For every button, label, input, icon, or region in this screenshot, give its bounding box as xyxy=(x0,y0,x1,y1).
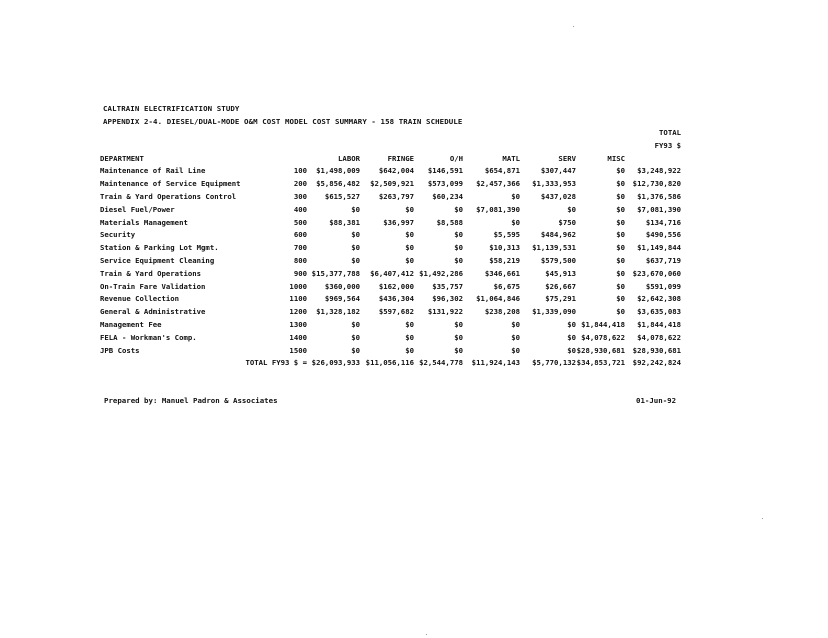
cell-oh: $0 xyxy=(454,332,463,342)
cell-matl: $654,871 xyxy=(484,166,520,176)
cell-serv: $750 xyxy=(558,217,576,227)
cell-oh: $96,302 xyxy=(432,294,463,304)
cell-oh: $146,591 xyxy=(427,166,463,176)
cell-serv: $75,291 xyxy=(545,294,576,304)
cell-serv: $0 xyxy=(567,332,576,342)
cell-code: 1100 xyxy=(289,294,307,304)
cell-total: $134,716 xyxy=(645,217,681,227)
cell-misc: $0 xyxy=(616,294,625,304)
column-header-matl xyxy=(463,140,520,153)
cell-labor: $0 xyxy=(351,345,360,355)
cell-fringe: $597,682 xyxy=(378,307,414,317)
cell-misc: $0 xyxy=(616,281,625,291)
cell-department: Diesel Fuel/Power xyxy=(100,204,175,214)
table-row xyxy=(100,165,681,178)
document-subtitle: APPENDIX 2-4. DIESEL/DUAL-MODE O&M COST MODEL COST SUMMARY - 158 TRAIN SCHEDULE xyxy=(103,117,463,126)
cell-total: $7,081,390 xyxy=(637,204,681,214)
cell-matl: $58,219 xyxy=(489,255,520,265)
column-header-total xyxy=(625,153,681,166)
cell-oh: $0 xyxy=(454,319,463,329)
cell-serv: $1,339,090 xyxy=(532,307,576,317)
scan-speck xyxy=(426,634,427,635)
cell-department: Security xyxy=(100,230,136,240)
column-header-total: FY93 $ xyxy=(654,140,681,150)
cell-department: Maintenance of Rail Line xyxy=(100,166,206,176)
cell-oh: $0 xyxy=(454,230,463,240)
cell-fringe: $162,000 xyxy=(378,281,414,291)
cell-oh: $573,099 xyxy=(427,179,463,189)
cell-total: $1,149,844 xyxy=(637,243,681,253)
cell-fringe: $642,004 xyxy=(378,166,414,176)
cell-matl: $10,313 xyxy=(489,243,520,253)
cell-matl: $7,081,390 xyxy=(476,204,520,214)
cell-misc: $28,930,681 xyxy=(576,345,625,355)
cell-misc: $0 xyxy=(616,307,625,317)
cell-serv: $0 xyxy=(567,204,576,214)
cell-code: 1000 xyxy=(289,281,307,291)
cell-department: Materials Management xyxy=(100,217,188,227)
column-header-labor xyxy=(307,127,360,140)
column-header-matl: MATL xyxy=(502,153,520,163)
cell-misc: $0 xyxy=(616,204,625,214)
table-row xyxy=(100,204,681,217)
cell-fringe: $36,997 xyxy=(383,217,414,227)
cell-matl: $0 xyxy=(511,332,520,342)
table-header xyxy=(100,127,681,165)
cell-matl: $238,208 xyxy=(484,307,520,317)
cell-labor: $360,000 xyxy=(324,281,360,291)
cell-department: JPB Costs xyxy=(100,345,140,355)
total-cell-total: $92,242,824 xyxy=(632,358,681,368)
cell-code: 800 xyxy=(293,255,307,265)
table-row xyxy=(100,306,681,319)
cell-misc: $1,844,418 xyxy=(581,319,625,329)
cell-labor: $0 xyxy=(351,230,360,240)
cell-code: 100 xyxy=(293,166,307,176)
prepared-by: Prepared by: Manuel Padron & Associates xyxy=(104,396,278,405)
header-row-columns xyxy=(100,153,681,166)
total-cell-labor: $26,093,933 xyxy=(311,358,360,368)
column-header-oh xyxy=(414,127,463,140)
cell-serv: $26,667 xyxy=(545,281,576,291)
column-header-code xyxy=(280,153,307,166)
column-header-oh: O/H xyxy=(449,153,463,163)
column-header-department xyxy=(100,127,280,140)
cell-serv: $0 xyxy=(567,345,576,355)
cell-total: $3,635,083 xyxy=(637,307,681,317)
cell-code: 1500 xyxy=(289,345,307,355)
table-row xyxy=(100,268,681,281)
cell-serv: $1,333,953 xyxy=(532,179,576,189)
scan-speck xyxy=(762,518,763,519)
cell-fringe: $0 xyxy=(405,332,414,342)
table-row xyxy=(100,255,681,268)
cell-misc: $4,078,622 xyxy=(581,332,625,342)
table-row xyxy=(100,332,681,345)
cost-summary-table xyxy=(100,127,681,370)
cell-department: FELA - Workman's Comp. xyxy=(100,332,197,342)
cell-labor: $969,564 xyxy=(324,294,360,304)
cell-misc: $0 xyxy=(616,268,625,278)
cell-department: Service Equipment Cleaning xyxy=(100,255,215,265)
column-header-misc xyxy=(576,127,625,140)
document-title: CALTRAIN ELECTRIFICATION STUDY xyxy=(103,104,240,113)
column-header-fringe: FRINGE xyxy=(387,153,414,163)
cell-labor: $1,328,182 xyxy=(316,307,360,317)
cell-serv: $1,139,531 xyxy=(532,243,576,253)
column-header-misc xyxy=(576,140,625,153)
total-cell-matl: $11,924,143 xyxy=(471,358,520,368)
cell-labor: $1,498,009 xyxy=(316,166,360,176)
cell-code: 200 xyxy=(293,179,307,189)
cell-department: Management Fee xyxy=(100,319,162,329)
table-row xyxy=(100,178,681,191)
cell-oh: $60,234 xyxy=(432,191,463,201)
cell-matl: $0 xyxy=(511,345,520,355)
cell-misc: $0 xyxy=(616,166,625,176)
cell-misc: $0 xyxy=(616,255,625,265)
cell-fringe: $0 xyxy=(405,255,414,265)
column-header-department: DEPARTMENT xyxy=(100,153,144,163)
cell-serv: $579,500 xyxy=(540,255,576,265)
cell-labor: $615,527 xyxy=(324,191,360,201)
cell-labor: $0 xyxy=(351,319,360,329)
cell-fringe: $0 xyxy=(405,230,414,240)
cell-oh: $8,588 xyxy=(436,217,463,227)
column-header-misc: MISC xyxy=(607,153,625,163)
cell-total: $3,248,922 xyxy=(637,166,681,176)
cell-code: 500 xyxy=(293,217,307,227)
column-header-serv xyxy=(520,140,576,153)
total-cell-fringe: $11,056,116 xyxy=(365,358,414,368)
column-header-serv: SERV xyxy=(558,153,576,163)
cell-serv: $45,913 xyxy=(545,268,576,278)
cell-matl: $5,595 xyxy=(493,230,520,240)
table-row xyxy=(100,191,681,204)
cell-labor: $0 xyxy=(351,204,360,214)
cell-labor: $15,377,788 xyxy=(311,268,360,278)
total-label: TOTAL FY93 $ = xyxy=(245,358,307,368)
cell-department: On-Train Fare Validation xyxy=(100,281,206,291)
column-header-labor: LABOR xyxy=(338,153,360,163)
cell-oh: $0 xyxy=(454,255,463,265)
header-row-mid xyxy=(100,140,681,153)
cell-total: $2,642,308 xyxy=(637,294,681,304)
cell-matl: $6,675 xyxy=(493,281,520,291)
table-row xyxy=(100,217,681,230)
cell-misc: $0 xyxy=(616,191,625,201)
cell-misc: $0 xyxy=(616,243,625,253)
column-header-oh xyxy=(414,140,463,153)
cell-total: $591,099 xyxy=(645,281,681,291)
total-cell-serv: $5,770,132 xyxy=(532,358,576,368)
cell-matl: $0 xyxy=(511,191,520,201)
cell-serv: $484,962 xyxy=(540,230,576,240)
cell-total: $4,078,622 xyxy=(637,332,681,342)
column-header-total: TOTAL xyxy=(659,128,681,137)
cell-fringe: $0 xyxy=(405,319,414,329)
column-header-matl xyxy=(463,127,520,140)
cell-fringe: $436,304 xyxy=(378,294,414,304)
cell-fringe: $0 xyxy=(405,204,414,214)
cell-fringe: $0 xyxy=(405,243,414,253)
table-row xyxy=(100,293,681,306)
table-row xyxy=(100,229,681,242)
table-row xyxy=(100,281,681,294)
cell-total: $1,844,418 xyxy=(637,319,681,329)
total-row xyxy=(100,357,681,370)
table-row xyxy=(100,345,681,358)
column-header-code xyxy=(280,127,307,140)
total-cell-misc: $34,853,721 xyxy=(576,358,625,368)
cell-matl: $0 xyxy=(511,217,520,227)
cell-matl: $0 xyxy=(511,319,520,329)
cell-total: $23,670,060 xyxy=(632,268,681,278)
cell-oh: $35,757 xyxy=(432,281,463,291)
cell-oh: $0 xyxy=(454,243,463,253)
column-header-fringe xyxy=(360,140,414,153)
cell-oh: $131,922 xyxy=(427,307,463,317)
cell-labor: $0 xyxy=(351,255,360,265)
cell-department: Train & Yard Operations Control xyxy=(100,191,237,201)
cell-labor: $0 xyxy=(351,332,360,342)
table-row xyxy=(100,319,681,332)
cell-code: 1400 xyxy=(289,332,307,342)
cell-department: Train & Yard Operations xyxy=(100,268,202,278)
cell-labor: $5,856,482 xyxy=(316,179,360,189)
cell-misc: $0 xyxy=(616,230,625,240)
cell-code: 1300 xyxy=(289,319,307,329)
cell-oh: $0 xyxy=(454,345,463,355)
cell-fringe: $2,509,921 xyxy=(370,179,414,189)
table-row xyxy=(100,242,681,255)
cell-total: $1,376,586 xyxy=(637,191,681,201)
column-header-labor xyxy=(307,140,360,153)
cell-code: 600 xyxy=(293,230,307,240)
cell-serv: $0 xyxy=(567,319,576,329)
cell-serv: $437,028 xyxy=(540,191,576,201)
cell-code: 400 xyxy=(293,204,307,214)
column-header-serv xyxy=(520,127,576,140)
cell-labor: $0 xyxy=(351,243,360,253)
cell-matl: $1,064,846 xyxy=(476,294,520,304)
table-body xyxy=(100,165,681,357)
cell-labor: $88,381 xyxy=(329,217,360,227)
cell-code: 1200 xyxy=(289,307,307,317)
cell-fringe: $0 xyxy=(405,345,414,355)
column-header-fringe xyxy=(360,127,414,140)
total-cell-oh: $2,544,778 xyxy=(419,358,463,368)
cell-total: $28,930,681 xyxy=(632,345,681,355)
header-row-top xyxy=(100,127,681,140)
scan-speck xyxy=(573,26,574,27)
cell-department: Station & Parking Lot Mgmt. xyxy=(100,243,219,253)
cell-department: Maintenance of Service Equipment xyxy=(100,179,241,189)
cell-misc: $0 xyxy=(616,179,625,189)
column-header-department xyxy=(100,140,280,153)
cell-fringe: $263,797 xyxy=(378,191,414,201)
cell-department: General & Administrative xyxy=(100,307,206,317)
cell-code: 700 xyxy=(293,243,307,253)
cell-code: 300 xyxy=(293,191,307,201)
cell-matl: $2,457,366 xyxy=(476,179,520,189)
cell-misc: $0 xyxy=(616,217,625,227)
cell-oh: $1,492,286 xyxy=(419,268,463,278)
cell-code: 900 xyxy=(293,268,307,278)
cell-total: $637,719 xyxy=(645,255,681,265)
cell-oh: $0 xyxy=(454,204,463,214)
cell-department: Revenue Collection xyxy=(100,294,180,304)
cell-total: $12,730,820 xyxy=(632,179,681,189)
cell-matl: $346,661 xyxy=(484,268,520,278)
cell-total: $490,556 xyxy=(645,230,681,240)
cell-fringe: $6,407,412 xyxy=(370,268,414,278)
column-header-code xyxy=(280,140,307,153)
cell-serv: $307,447 xyxy=(540,166,576,176)
document-date: 01-Jun-92 xyxy=(636,396,677,405)
